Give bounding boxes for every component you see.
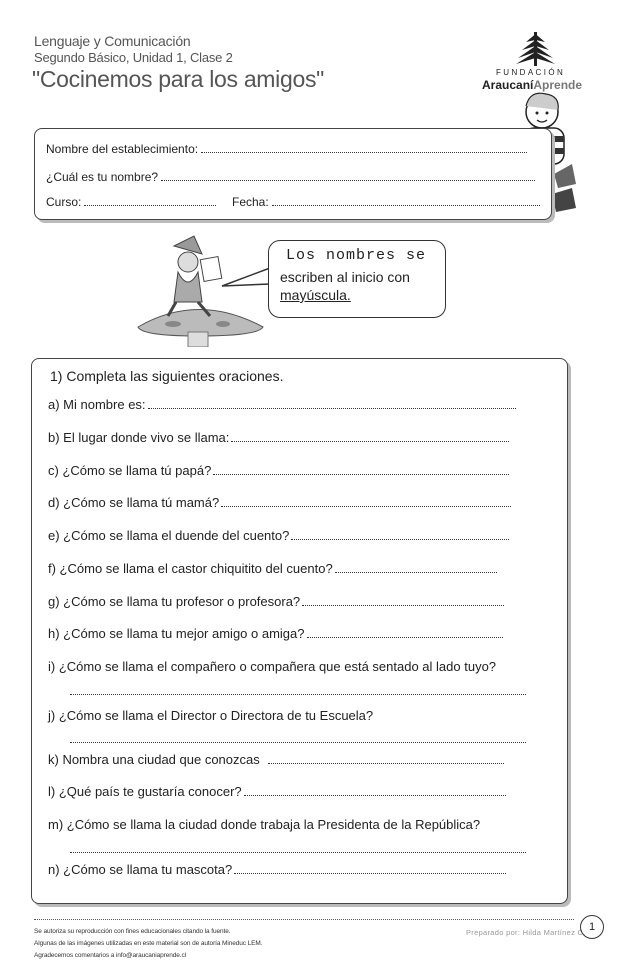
question-i	[48, 659, 496, 674]
question-text: d) ¿Cómo se llama tú mamá?	[48, 495, 220, 510]
student-name-label: ¿Cuál es tu nombre?	[46, 170, 159, 184]
answer-line[interactable]	[234, 873, 506, 874]
question-text: l) ¿Qué país te gustaría conocer?	[48, 784, 242, 799]
date-field[interactable]	[272, 204, 540, 206]
answer-line[interactable]	[335, 572, 497, 573]
question-text: c) ¿Cómo se llama tú papá?	[48, 463, 212, 478]
answer-line[interactable]	[302, 605, 504, 606]
answer-line[interactable]	[291, 539, 509, 540]
question-g	[48, 594, 504, 609]
student-name-field[interactable]	[161, 179, 535, 181]
question-f	[48, 561, 497, 576]
question-l	[48, 784, 506, 799]
question-d	[48, 495, 511, 510]
answer-line[interactable]	[213, 474, 509, 475]
school-name-field[interactable]	[201, 151, 527, 153]
question-text: j) ¿Cómo se llama el Director o Directora de tu Escuela?	[48, 708, 374, 723]
footer-line3: Agradecemos comentarios a info@araucaniaprende.cl	[34, 952, 187, 959]
question-text: e) ¿Cómo se llama el duende del cuento?	[48, 528, 290, 543]
school-name-row	[46, 142, 527, 156]
footer-divider	[34, 919, 574, 920]
logo-fundacion-text: FUNDACIÓN	[496, 68, 566, 77]
answer-line[interactable]	[231, 441, 509, 442]
course-label: Curso:	[46, 195, 82, 209]
date-label: Fecha:	[232, 195, 269, 209]
question-text: g) ¿Cómo se llama tu profesor o profesora?	[48, 594, 301, 609]
question-n	[48, 862, 506, 877]
answer-line[interactable]	[70, 741, 526, 743]
answer-line[interactable]	[148, 408, 516, 409]
question-text: i) ¿Cómo se llama el compañero o compañera que está sentado al lado tuyo?	[48, 659, 497, 674]
question-e	[48, 528, 509, 543]
prepared-by: Preparado por: Hilda Martínez C.	[466, 928, 586, 937]
question-text: k) Nombra una ciudad que conozcas	[48, 752, 260, 767]
subject-heading: Lenguaje y Comunicación	[34, 33, 191, 49]
footer-line1: Se autoriza su reproducción con fines educacionales citando la fuente.	[34, 928, 231, 935]
question-a	[48, 397, 516, 412]
question-text: a) Mi nombre es:	[48, 397, 146, 412]
bubble-text-line1: Los nombres se	[286, 247, 427, 264]
question-c	[48, 463, 509, 478]
question-k	[48, 752, 504, 767]
bubble-text-line3: mayúscula.	[280, 287, 351, 303]
page-title: "Cocinemos para los amigos"	[32, 66, 325, 92]
logo-name-b: Aprende	[533, 78, 583, 92]
question-j	[48, 708, 373, 723]
question-m	[48, 817, 480, 832]
bubble-text-line2: escriben al inicio con	[280, 269, 410, 285]
logo-name-a: Araucaní	[482, 78, 534, 92]
answer-line[interactable]	[307, 637, 503, 638]
question-text: n) ¿Cómo se llama tu mascota?	[48, 862, 233, 877]
question-h	[48, 626, 503, 641]
speech-bubble	[268, 240, 446, 318]
answer-line[interactable]	[244, 795, 506, 796]
student-name-row	[46, 170, 535, 184]
question-text: h) ¿Cómo se llama tu mejor amigo o amiga?	[48, 626, 305, 641]
question-text: m) ¿Cómo se llama la ciudad donde trabaja la Presidenta de la República?	[48, 817, 481, 832]
answer-line[interactable]	[221, 506, 511, 507]
exercise-title: 1) Completa las siguientes oraciones.	[50, 368, 284, 384]
question-text: b) El lugar donde vivo se llama:	[48, 430, 230, 445]
course-row	[46, 195, 216, 209]
answer-line[interactable]	[70, 851, 526, 853]
question-b	[48, 430, 509, 445]
question-text: f) ¿Cómo se llama el castor chiquitito del cuento?	[48, 561, 333, 576]
course-field[interactable]	[84, 204, 216, 206]
answer-line[interactable]	[70, 693, 526, 695]
unit-heading: Segundo Básico, Unidad 1, Clase 2	[34, 50, 233, 65]
footer-line2: Algunas de las imágenes utilizadas en este material son de autoría Mineduc LEM.	[34, 940, 263, 947]
answer-line[interactable]	[268, 763, 504, 764]
date-row	[232, 195, 540, 209]
school-name-label: Nombre del establecimiento:	[46, 142, 199, 156]
page-number: 1	[580, 915, 604, 939]
